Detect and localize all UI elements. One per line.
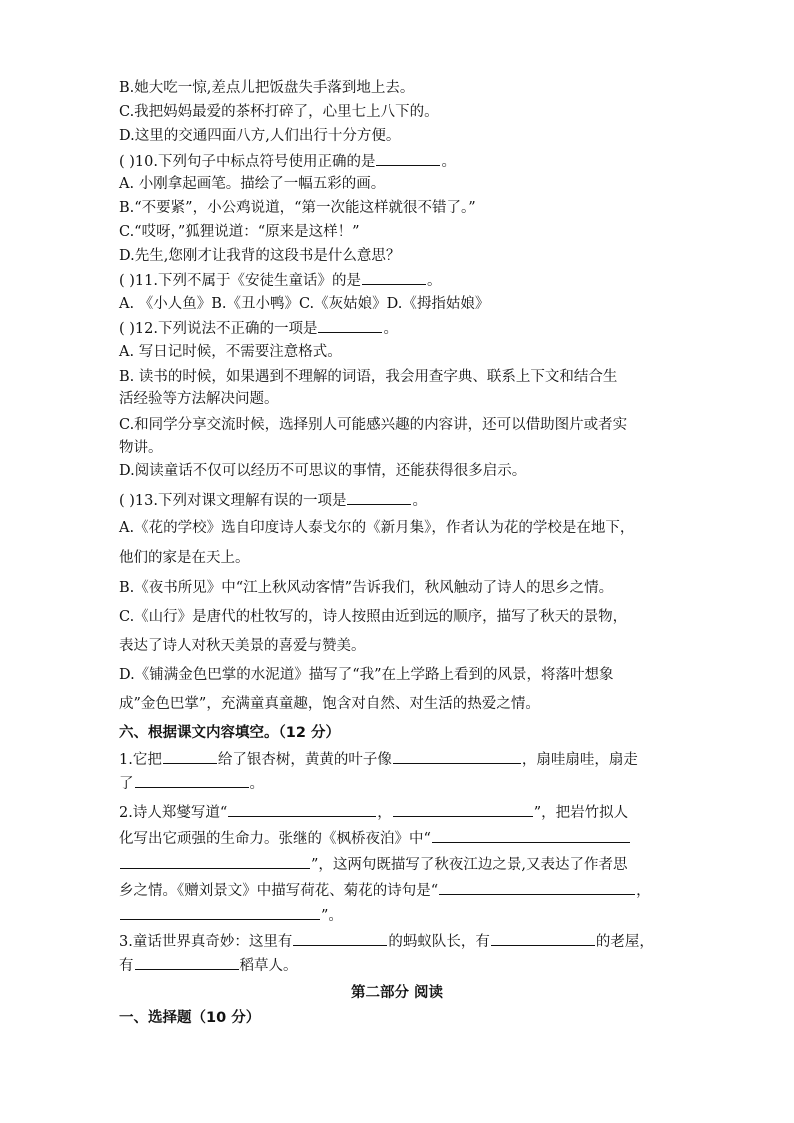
option-b-line: B.她大吃一惊,差点儿把饭盘失手落到地上去。: [119, 80, 415, 96]
fill-blank[interactable]: [135, 773, 249, 788]
fill-2-line-2: [119, 828, 631, 849]
q10-option-c: C.“哎呀，”狐狸说道：“原来是这样！”: [119, 224, 360, 240]
fill-3-text-c: 的老屋，: [595, 934, 654, 950]
question-11: [119, 270, 441, 291]
fill-blank[interactable]: [439, 880, 635, 895]
fill-2-text-b: ，: [377, 805, 392, 821]
fill-blank[interactable]: [393, 749, 521, 764]
q12-option-b: B. 读书的时候，如果遇到不理解的词语，我会用查字典、联系上下文和结合生: [119, 369, 618, 385]
option-c-line: C.我把妈妈最爱的茶杯打碎了，心里七上八下的。: [119, 104, 439, 120]
fill-3-text-e: 稻草人。: [239, 958, 298, 974]
fill-2-text-f: 乡之情。《赠刘景文》中描写荷花、菊花的诗句是“: [119, 883, 439, 899]
fill-3-text-d: 有: [119, 958, 134, 974]
fill-2-text-a: 2.诗人郑燮写道“: [119, 805, 228, 821]
section-6-heading: 六、根据课文内容填空。（12 分）: [119, 725, 340, 741]
q13-option-a: A.《花的学校》选自印度诗人泰戈尔的《新月集》，作者认为花的学校是在地下，: [119, 520, 635, 536]
q12-option-b-cont: 活经验等方法解决问题。: [119, 391, 279, 407]
q10-option-d: D.先生,您刚才让我背的这段书是什么意思？: [119, 248, 401, 264]
option-d-line: D.这里的交通四面八方,人们出行十分方便。: [119, 128, 401, 144]
q13-option-c-cont: 表达了诗人对秋天美景的喜爱与赞美。: [119, 638, 366, 654]
fill-blank[interactable]: [135, 955, 239, 970]
q13-option-b: B.《夜书所见》中“江上秋风动客情”告诉我们，秋风触动了诗人的思乡之情。: [119, 580, 614, 596]
fill-1-text-b: 给了银杏树，黄黄的叶子像: [217, 752, 392, 768]
fill-2-line-5: [119, 905, 343, 926]
q12-option-a: A. 写日记时候，不需要注意格式。: [119, 344, 342, 360]
fill-blank[interactable]: [163, 749, 217, 764]
question-10-end: 。: [441, 154, 456, 170]
fill-2-text-d: 化写出它顽强的生命力。张继的《枫桥夜泊》中“: [119, 831, 431, 847]
fill-1: [119, 749, 638, 770]
q12-option-c: C.和同学分享交流时候，选择别人可能感兴趣的内容讲，还可以借助图片或者实: [119, 417, 628, 433]
question-12-text: ( )12.下列说法不正确的一项是: [119, 321, 318, 337]
question-13-end: 。: [412, 493, 427, 509]
fill-blank[interactable]: [293, 931, 387, 946]
question-12-end: 。: [383, 321, 398, 337]
question-13-text: ( )13.下列对课文理解有误的一项是: [119, 493, 347, 509]
q13-option-d: D.《铺满金色巴掌的水泥道》描写了“我”在上学路上看到的风景，将落叶想象: [119, 667, 614, 683]
q10-option-b: B.“不要紧”，小公鸡说道，“第一次能这样就很不错了。”: [119, 200, 476, 216]
fill-3-cont: [119, 955, 298, 976]
fill-blank[interactable]: [228, 802, 376, 817]
fill-3: [119, 931, 654, 952]
answer-blank[interactable]: [362, 270, 426, 285]
question-12: [119, 318, 398, 339]
q13-option-c: C.《山行》是唐代的杜牧写的，诗人按照由近到远的顺序，描写了秋天的景物，: [119, 609, 628, 625]
fill-1-text-c: ，扇哇扇哇，扇走: [521, 752, 638, 768]
q11-options: A. 《小人鱼》B.《丑小鸭》C.《灰姑娘》D.《拇指姑娘》: [119, 296, 490, 312]
fill-1-text-d: 了: [119, 776, 134, 792]
question-10-text: ( )10.下列句子中标点符号使用正确的是: [119, 154, 376, 170]
q12-option-d: D.阅读童话不仅可以经历不可思议的事情，还能获得很多启示。: [119, 463, 527, 479]
fill-2-text-e: ”，这两句既描写了秋夜江边之景,又表达了作者思: [311, 857, 628, 873]
part-2-heading: 第二部分 阅读: [350, 985, 444, 1001]
fill-2-text-c: ”，把岩竹拟人: [533, 805, 629, 821]
fill-blank[interactable]: [393, 802, 533, 817]
fill-2-line-3: [119, 854, 628, 875]
fill-blank[interactable]: [120, 905, 320, 920]
question-11-text: ( )11.下列不属于《安徒生童话》的是: [119, 273, 361, 289]
fill-1-text-e: 。: [249, 776, 264, 792]
fill-3-text-a: 3.童话世界真奇妙：这里有: [119, 934, 293, 950]
answer-blank[interactable]: [376, 151, 440, 166]
question-13: [119, 490, 427, 511]
fill-2-text-h: ”。: [321, 908, 343, 924]
question-10: [119, 151, 456, 172]
q13-option-d-cont: 成”金色巴掌”，充满童真童趣，饱含对自然、对生活的热爱之情。: [119, 696, 540, 712]
fill-2: [119, 802, 628, 823]
fill-blank[interactable]: [120, 854, 310, 869]
answer-blank[interactable]: [347, 490, 411, 505]
fill-blank[interactable]: [432, 828, 630, 843]
q12-option-c-cont: 物讲。: [119, 440, 163, 456]
answer-blank[interactable]: [318, 318, 382, 333]
section-1-heading: 一、选择题（10 分）: [119, 1010, 261, 1026]
fill-3-text-b: 的蚂蚁队长，有: [388, 934, 490, 950]
q10-option-a: A. 小刚拿起画笔。描绘了一幅五彩的画。: [119, 176, 386, 192]
fill-blank[interactable]: [491, 931, 595, 946]
fill-1-cont: [119, 773, 264, 794]
fill-1-text-a: 1.它把: [119, 752, 162, 768]
q13-option-a-cont: 他们的家是在天上。: [119, 550, 250, 566]
question-11-end: 。: [426, 273, 442, 289]
fill-2-text-g: ，: [636, 883, 651, 899]
fill-2-line-4: [119, 880, 651, 901]
